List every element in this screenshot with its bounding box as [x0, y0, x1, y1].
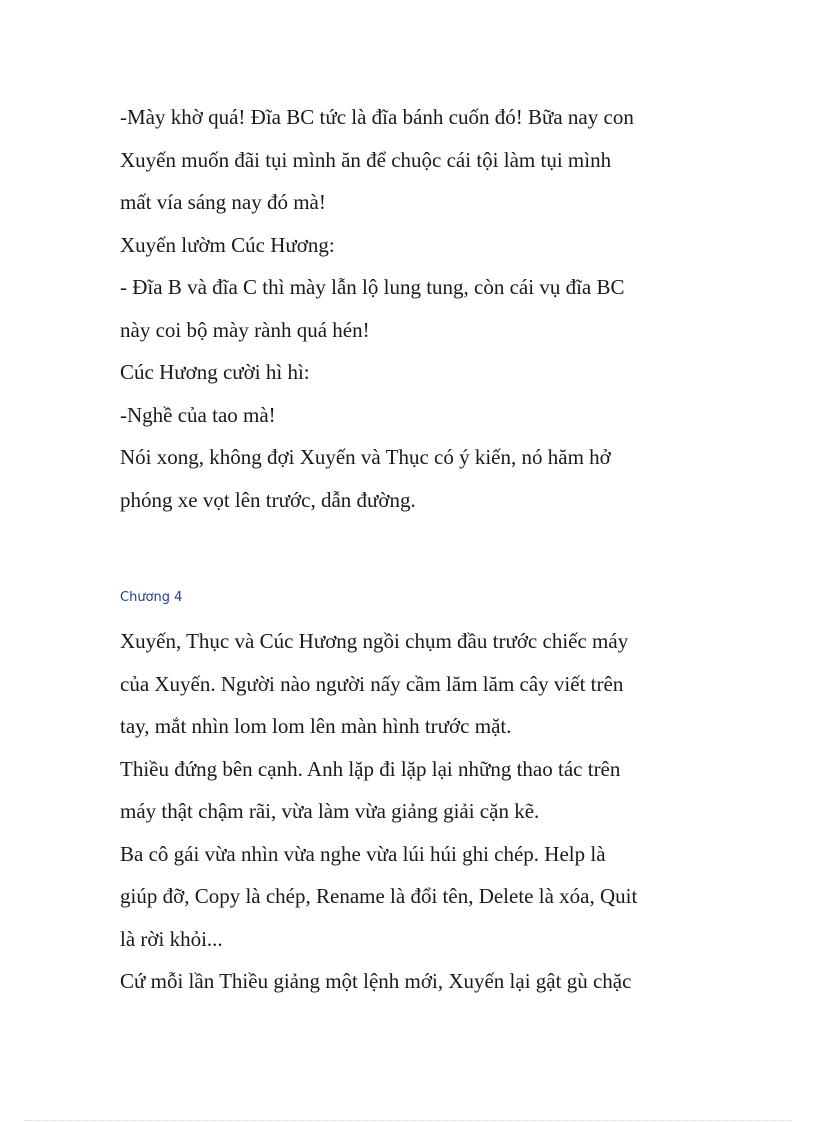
text-line: này coi bộ mày rành quá hén!: [120, 317, 370, 342]
text-line: Ba cô gái vừa nhìn vừa nghe vừa lúi húi ghi chép. Help là: [120, 841, 606, 866]
text-line: -Mày khờ quá! Đĩa BC tức là đĩa bánh cuốn đó! Bữa nay con: [120, 105, 634, 129]
text-line: của Xuyến. Người nào người nấy cầm lăm lăm cây viết trên: [120, 671, 624, 696]
chapter-heading: Chương 4: [120, 590, 183, 605]
text-line: Cứ mỗi lần Thiều giảng một lệnh mới, Xuyến lại gật gù chặc: [120, 969, 632, 993]
text-line: mất vía sáng nay đó mà!: [120, 190, 326, 214]
page-bottom-divider: [24, 1120, 792, 1121]
text-line: Thiều đứng bên cạnh. Anh lặp đi lặp lại những thao tác trên: [120, 756, 621, 781]
text-line: Xuyến lườm Cúc Hương:: [120, 232, 335, 257]
text-section-2: [120, 620, 720, 1003]
text-line: phóng xe vọt lên trước, dẫn đường.: [120, 487, 416, 512]
text-line: Nói xong, không đợi Xuyến và Thục có ý kiến, nó hăm hở: [120, 445, 611, 469]
text-line: Xuyến muốn đãi tụi mình ăn để chuộc cái tội làm tụi mình: [120, 147, 612, 172]
text-line: là rời khỏi...: [120, 926, 223, 951]
text-line: tay, mắt nhìn lom lom lên màn hình trước mặt.: [120, 714, 512, 738]
text-line: giúp đỡ, Copy là chép, Rename là đổi tên, Delete là xóa, Quit: [120, 884, 638, 908]
text-line: máy thật chậm rãi, vừa làm vừa giảng giải cặn kẽ.: [120, 799, 540, 823]
text-line: -Nghề của tao mà!: [120, 402, 276, 427]
text-section-1: [120, 96, 720, 521]
text-line: Xuyến, Thục và Cúc Hương ngồi chụm đầu trước chiếc máy: [120, 629, 629, 653]
text-line: Cúc Hương cười hì hì:: [120, 360, 310, 384]
text-line: - Đĩa B và đĩa C thì mày lẫn lộ lung tung, còn cái vụ đĩa BC: [120, 275, 625, 299]
